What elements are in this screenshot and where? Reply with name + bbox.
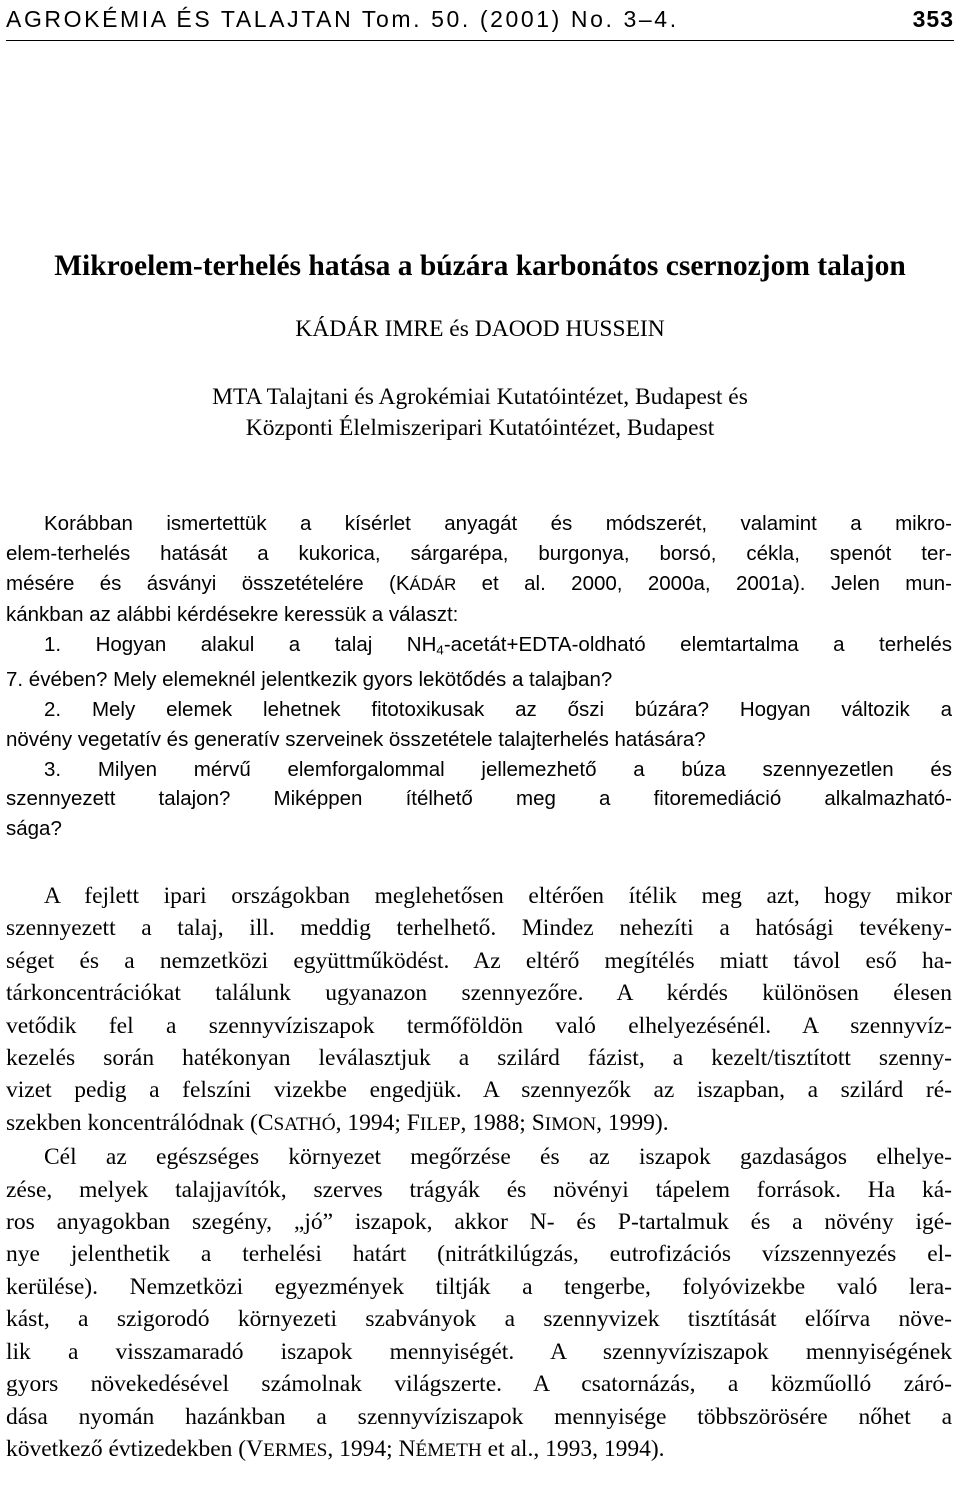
abstract-line: szennyezett talajon? Miképpen ítélhető meg a fitoremediáció alkalmazható- xyxy=(6,787,952,811)
body-line: zése, melyek talajjavítók, szerves trágyák és növényi tápelem források. Ha ká- xyxy=(6,1176,952,1203)
journal-title: AGROKÉMIA ÉS TALAJTAN Tom. 50. (2001) No. 3–4. xyxy=(6,6,679,32)
body-line: gyors növekedésével számolnak világszerte. A csatornázás, a közműolló záró- xyxy=(6,1371,952,1398)
body-line: séget és a nemzetközi együttműködést. Az eltérő megítélés miatt távol eső ha- xyxy=(6,947,952,974)
affiliation-line: MTA Talajtani és Agrokémiai Kutatóintézet, Budapest és xyxy=(212,384,748,410)
article-authors: KÁDÁR IMRE és DAOOD HUSSEIN xyxy=(295,316,665,342)
affiliation-line: Központi Élelmiszeripari Kutatóintézet, Budapest xyxy=(245,415,715,441)
page-number: 353 xyxy=(912,6,954,32)
abstract-line: elem-terhelés hatását a kukorica, sárgarépa, burgonya, borsó, cékla, spenót ter- xyxy=(6,541,952,565)
body-line: szekben koncentrálódnak (CSATHÓ, 1994; FILEP, 1988; SIMON, 1999). xyxy=(6,1109,669,1136)
abstract-line: 3. Milyen mérvű elemforgalommal jellemezhető a búza szennyezetlen és xyxy=(44,757,952,781)
abstract-line: 1. Hogyan alakul a talaj $NH_4-acetát+EDTA$-oldható elemtartalma a terhelés xyxy=(44,632,952,657)
article-title: Mikroelem-terhelés hatása a búzára karbonátos csernozjom talajon xyxy=(54,250,906,282)
abstract xyxy=(6,509,952,844)
body-line: dása nyomán hazánkban a szennyvíziszapok mennyisége többszörösére nőhet a xyxy=(6,1403,952,1430)
body-line: kást, a szigorodó környezeti szabványok a szennyvizek tisztítását előírva növe- xyxy=(6,1306,952,1333)
body-line: vetődik fel a szennyvíziszapok termőföldön való elhelyezésénél. A szennyvíz- xyxy=(6,1012,952,1039)
running-header xyxy=(6,6,954,41)
body-line: nye jelenthetik a terhelési határt (nitrátkilúgzás, eutrofizációs vízszennyezés el- xyxy=(6,1241,952,1268)
body-line: kezelés során hatékonyan leválasztjuk a szilárd fázist, a kezelt/tisztított szenny- xyxy=(6,1045,952,1072)
body-line: ros anyagokban szegény, „jó” iszapok, akkor N- és P-tartalmuk és a növény igé- xyxy=(6,1209,952,1236)
body-line: vizet pedig a felszíni vizekbe engedjük. A szennyezők az iszapban, a szilárd ré- xyxy=(6,1077,952,1104)
abstract-line: kánkban az alábbi kérdésekre keressük a választ: xyxy=(6,602,459,626)
abstract-line: 7. évében? Mely elemeknél jelentkezik gyors lekötődés a talajban? xyxy=(6,667,613,691)
abstract-line: mésére és ásványi összetételére (KÁDÁR et al. 2000, 2000a, 2001a). Jelen mun- xyxy=(6,571,952,595)
abstract-line: Korábban ismertettük a kísérlet anyagát és módszerét, valamint a mikro- xyxy=(44,512,952,535)
affiliation xyxy=(0,382,960,444)
abstract-line: sága? xyxy=(6,817,62,841)
body-line: tárkoncentrációkat találunk ugyanazon szennyezőre. A kérdés különösen élesen xyxy=(6,980,952,1007)
body-line: Cél az egészséges környezet megőrzése és az iszapok gazdaságos elhelye- xyxy=(44,1144,952,1171)
abstract-line: 2. Mely elemek lehetnek fitotoxikusak az őszi búzára? Hogyan változik a xyxy=(44,697,952,721)
body-line: lik a visszamaradó iszapok mennyiségét. A szennyvíziszapok mennyiségének xyxy=(6,1338,952,1365)
body-line: következő évtizedekben (VERMES, 1994; NÉMETH et al., 1993, 1994). xyxy=(6,1435,665,1462)
body-line: A fejlett ipari országokban meglehetősen eltérően ítélik meg azt, hogy mikor xyxy=(44,883,952,909)
body-line: kerülése). Nemzetközi egyezmények tiltják a tengerbe, folyóvizekbe való lera- xyxy=(6,1273,952,1300)
body-line: szennyezett a talaj, ill. meddig terhelhető. Mindez nehezíti a hatósági tevékeny- xyxy=(6,915,952,942)
body-text xyxy=(6,880,952,1467)
abstract-line: növény vegetatív és generatív szerveinek összetétele talajterhelés hatására? xyxy=(6,727,706,751)
